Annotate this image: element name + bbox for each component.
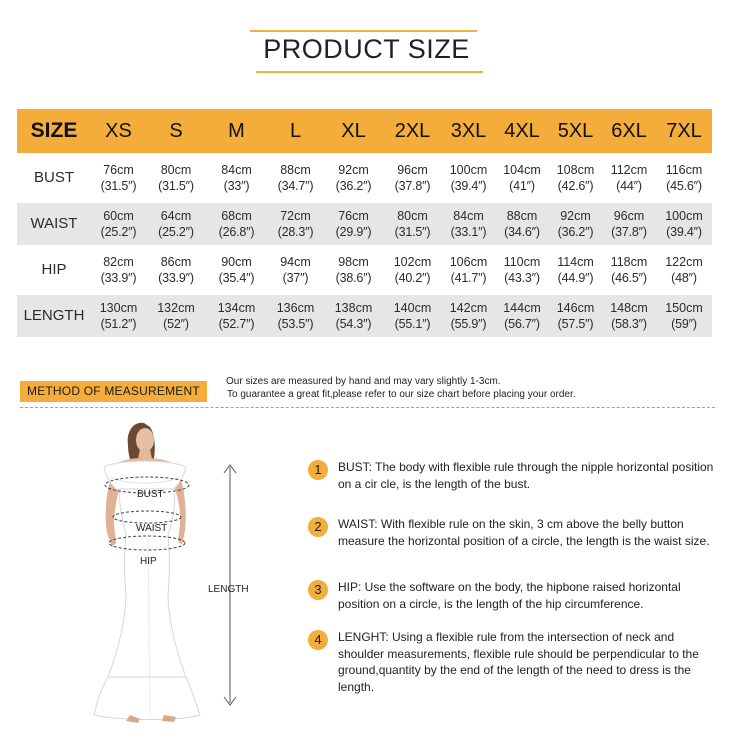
step-text: BUST: The body with flexible rule through the nipple horizontal position on a cir cle, is the length of the bust. [338,460,714,491]
cell-cm-value: 76cm [338,209,369,223]
row-label: BUST [17,157,91,199]
cell-inch-value: (38.6″) [335,271,372,285]
size-cell [91,249,146,291]
size-row-bust [17,157,712,199]
cell-inch-value: (40.2″) [394,271,431,285]
size-header-cell: L [267,109,324,153]
cell-inch-value: (51.2″) [100,317,137,331]
size-cell [324,157,383,199]
size-cell [495,295,549,337]
size-cell [383,295,442,337]
size-cell [267,203,324,245]
cell-cm-value: 60cm [103,209,134,223]
size-header-cell: 5XL [549,109,602,153]
cell-cm-value: 84cm [453,209,484,223]
size-row-length [17,295,712,337]
size-cell [656,249,712,291]
size-cell [495,157,549,199]
size-cell [549,203,602,245]
method-note-line2: To guarantee a great fit,please refer to our size chart before placing your order. [227,388,576,400]
cell-inch-value: (26.8″) [218,225,255,239]
step-text: LENGHT: Using a flexible rule from the intersection of neck and shoulder measurements, flexible rule should be perpendicular to the ground,quantity by the end of the length of the need to dress is the length. [338,630,699,694]
size-header-cell: 2XL [383,109,442,153]
step-number-badge: 1 [308,460,328,480]
cell-inch-value: (36.2″) [557,225,594,239]
cell-inch-value: (34.6″) [504,225,540,239]
cell-inch-value: (39.4″) [450,179,487,193]
size-cell [656,295,712,337]
cell-cm-value: 140cm [393,301,432,315]
size-cell [91,203,146,245]
cell-cm-value: 104cm [503,163,541,177]
cell-cm-value: 68cm [221,209,252,223]
cell-cm-value: 150cm [665,301,703,315]
size-cell [267,249,324,291]
cell-inch-value: (41″) [509,179,535,193]
cell-inch-value: (59″) [671,317,697,331]
cell-cm-value: 144cm [503,301,541,315]
cell-inch-value: (55.9″) [450,317,487,331]
cell-cm-value: 88cm [280,163,311,177]
row-label: WAIST [17,203,91,245]
cell-cm-value: 132cm [157,301,195,315]
size-cell [442,295,495,337]
page-title: PRODUCT SIZE [253,30,480,73]
size-cell [91,157,146,199]
cell-inch-value: (42.6″) [557,179,594,193]
cell-cm-value: 96cm [397,163,428,177]
cell-cm-value: 92cm [338,163,369,177]
size-cell [324,295,383,337]
cell-inch-value: (28.3″) [277,225,314,239]
cell-inch-value: (45.6″) [666,179,702,193]
cell-cm-value: 90cm [221,255,252,269]
cell-cm-value: 80cm [397,209,428,223]
size-header-cell: 6XL [602,109,656,153]
row-label: LENGTH [17,295,91,337]
cell-cm-value: 94cm [280,255,311,269]
size-header-cell: 7XL [656,109,712,153]
size-cell [146,203,206,245]
cell-inch-value: (44″) [616,179,642,193]
cell-cm-value: 96cm [613,209,645,223]
cell-cm-value: 122cm [665,255,703,269]
cell-inch-value: (37″) [282,271,309,285]
cell-inch-value: (36.2″) [335,179,372,193]
size-header-row [17,109,712,153]
cell-cm-value: 98cm [338,255,369,269]
cell-inch-value: (35.4″) [218,271,255,285]
cell-cm-value: 116cm [665,163,703,177]
cell-cm-value: 84cm [221,163,252,177]
size-cell [656,203,712,245]
cell-cm-value: 114cm [557,255,594,269]
dress-figure-illustration [90,415,260,725]
cell-inch-value: (25.2″) [158,225,194,239]
cell-inch-value: (48″) [671,271,697,285]
size-cell [267,295,324,337]
title-container [0,30,733,73]
cell-cm-value: 80cm [160,163,192,177]
cell-cm-value: 130cm [99,301,138,315]
size-row-waist [17,203,712,245]
step-number-badge: 2 [308,517,328,537]
size-cell [206,157,267,199]
cell-inch-value: (52.7″) [218,317,255,331]
cell-inch-value: (57.5″) [557,317,594,331]
size-cell [206,203,267,245]
size-cell [383,203,442,245]
hip-label: HIP [140,556,157,567]
size-cell [549,295,602,337]
cell-cm-value: 110cm [503,255,541,269]
method-label: METHOD OF MEASUREMENT [20,381,207,402]
size-cell [91,295,146,337]
cell-inch-value: (33.9″) [158,271,194,285]
cell-cm-value: 112cm [610,163,648,177]
size-cell [442,203,495,245]
cell-cm-value: 100cm [449,163,488,177]
cell-cm-value: 100cm [665,209,703,223]
cell-inch-value: (31.5″) [100,179,137,193]
size-cell [442,249,495,291]
cell-inch-value: (52″) [163,317,189,331]
size-cell [442,157,495,199]
cell-cm-value: 86cm [160,255,192,269]
cell-inch-value: (53.5″) [277,317,314,331]
cell-inch-value: (37.8″) [394,179,431,193]
size-cell [549,249,602,291]
size-cell [206,249,267,291]
cell-cm-value: 108cm [556,163,595,177]
size-cell [324,203,383,245]
step-number-badge: 4 [308,630,328,650]
cell-inch-value: (56.7″) [504,317,540,331]
cell-cm-value: 88cm [506,209,538,223]
size-cell [267,157,324,199]
cell-cm-value: 72cm [280,209,311,223]
size-header-cell: 4XL [495,109,549,153]
size-cell [656,157,712,199]
length-label: LENGTH [208,584,249,595]
size-cell [206,295,267,337]
cell-cm-value: 118cm [610,255,648,269]
cell-cm-value: 148cm [610,301,648,315]
cell-inch-value: (37.8″) [611,225,647,239]
cell-inch-value: (33″) [223,179,250,193]
cell-inch-value: (43.3″) [504,271,540,285]
step-number-badge: 3 [308,580,328,600]
size-cell [602,249,656,291]
cell-cm-value: 142cm [449,301,488,315]
size-header-cell: M [206,109,267,153]
method-note-line1: Our sizes are measured by hand and may vary slightly 1-3cm. [226,376,501,387]
cell-inch-value: (29.9″) [335,225,372,239]
size-header-cell: 3XL [442,109,495,153]
size-cell [383,157,442,199]
size-cell [146,295,206,337]
cell-inch-value: (33.9″) [100,271,137,285]
size-header-cell: XS [91,109,146,153]
size-cell [549,157,602,199]
cell-inch-value: (54.3″) [335,317,372,331]
size-cell [602,157,656,199]
cell-cm-value: 146cm [556,301,595,315]
cell-inch-value: (31.5″) [158,179,194,193]
size-cell [602,295,656,337]
bust-label: BUST [137,489,164,500]
dashed-divider [20,407,715,408]
step-text: WAIST: With flexible rule on the skin, 3 cm above the belly button measure the horizontal position of a circle, the length is the waist size. [338,517,710,548]
waist-label: WAIST [136,523,168,534]
cell-inch-value: (55.1″) [394,317,431,331]
cell-cm-value: 82cm [103,255,134,269]
measurement-figure [90,415,260,725]
cell-inch-value: (41.7″) [450,271,487,285]
size-cell [324,249,383,291]
cell-inch-value: (58.3″) [611,317,647,331]
cell-inch-value: (33.1″) [450,225,487,239]
size-cell [602,203,656,245]
size-table [17,105,712,341]
cell-cm-value: 136cm [276,301,315,315]
step-text: HIP: Use the software on the body, the hipbone raised horizontal position on a circle, is the length of the hip circumference. [338,580,681,611]
cell-cm-value: 76cm [103,163,134,177]
size-cell [495,203,549,245]
size-header-label: SIZE [17,109,91,153]
cell-cm-value: 64cm [160,209,192,223]
cell-cm-value: 134cm [217,301,256,315]
size-table-body [17,157,712,337]
cell-cm-value: 106cm [449,255,488,269]
size-header-cell: S [146,109,206,153]
cell-inch-value: (44.9″) [557,271,594,285]
size-header-cell: XL [324,109,383,153]
method-note [226,376,576,401]
size-cell [146,157,206,199]
cell-inch-value: (39.4″) [666,225,702,239]
size-cell [495,249,549,291]
size-cell [146,249,206,291]
cell-inch-value: (31.5″) [394,225,431,239]
size-cell [383,249,442,291]
row-label: HIP [17,249,91,291]
cell-cm-value: 92cm [560,209,591,223]
cell-inch-value: (25.2″) [100,225,137,239]
cell-cm-value: 102cm [393,255,432,269]
cell-inch-value: (46.5″) [611,271,647,285]
cell-cm-value: 138cm [334,301,373,315]
size-row-hip [17,249,712,291]
cell-inch-value: (34.7″) [277,179,314,193]
